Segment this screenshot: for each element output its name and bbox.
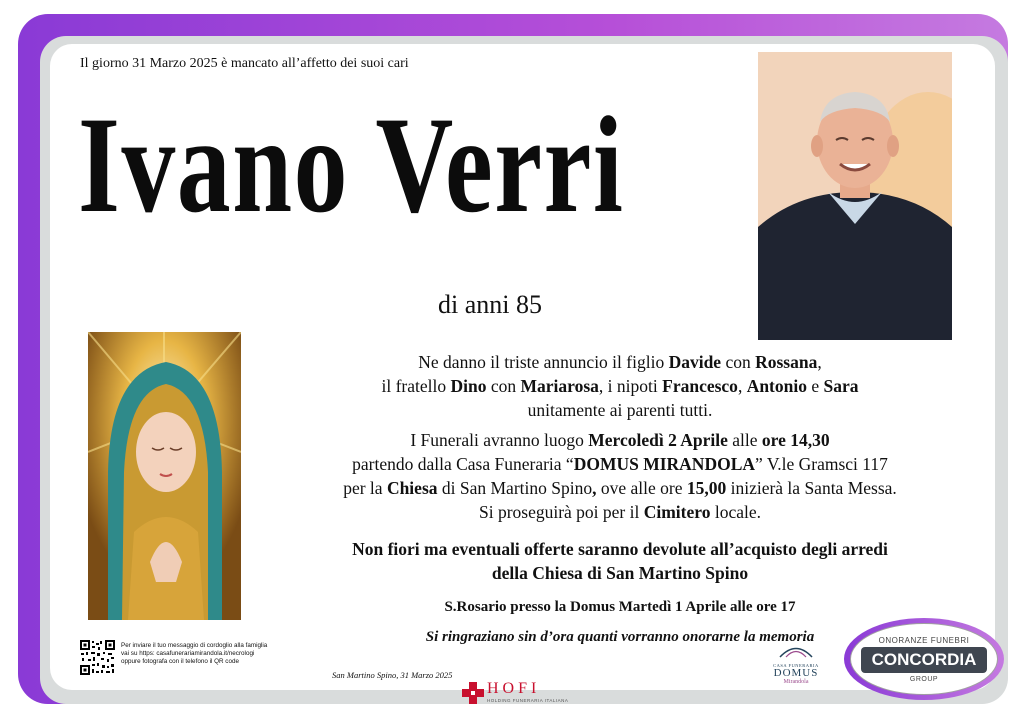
domus-city: Mirandola — [783, 679, 809, 685]
text-span: , i nipoti — [598, 376, 663, 396]
funeral-paragraph — [300, 428, 940, 524]
church-word: Chiesa — [386, 478, 438, 498]
text-span: inizierà la Santa Messa. — [726, 478, 897, 498]
rosary-line: S.Rosario presso la Domus Martedì 1 Aprile alle ore 17 — [444, 599, 796, 615]
portrait-photo — [758, 52, 952, 340]
concordia-top-label: ONORANZE FUNEBRI — [878, 636, 970, 645]
text-span: alle — [727, 430, 762, 450]
text-span: con — [721, 352, 756, 372]
concordia-name: CONCORDIA — [861, 647, 987, 673]
donation-line-1: Non fiori ma eventuali offerte saranno devolute all’acquisto degli arredi — [352, 539, 888, 559]
deceased-age: di anni 85 — [438, 290, 542, 319]
madonna-image — [88, 332, 241, 620]
concordia-logo — [844, 618, 1008, 704]
mass-time: 15,00 — [686, 478, 727, 498]
text-span: il fratello — [381, 376, 451, 396]
funeral-date: Mercoledì 2 Aprile — [588, 430, 728, 450]
text-span: di San Martino Spino — [437, 478, 593, 498]
qr-text-line: Per inviare il tuo messaggio di cordoglio alla famiglia — [121, 642, 268, 649]
name-sara: Sara — [823, 376, 859, 396]
funeral-time: ore 14,30 — [761, 430, 830, 450]
text-span: , — [737, 376, 747, 396]
qr-text-line: vai su https: casafunerariamirandola.it/necrologi — [121, 650, 255, 657]
text-span: , — [592, 478, 597, 498]
text-span: Ne danno il triste annuncio il figlio — [418, 352, 669, 372]
domus-name: DOMUS — [773, 667, 819, 679]
thanks-line: Si ringraziano sin d’ora quanti vorranno onorarne la memoria — [425, 629, 815, 645]
name-antonio: Antonio — [746, 376, 807, 396]
donation-paragraph — [300, 537, 940, 585]
qr-text-line: oppure fotografa con il telefono il QR code — [121, 658, 239, 665]
qr-code[interactable] — [80, 640, 115, 675]
funeral-line-3 — [300, 476, 940, 500]
concordia-group-label: GROUP — [909, 676, 939, 683]
cemetery-word: Cimitero — [643, 502, 711, 522]
deceased-name: Ivano Verri — [78, 88, 625, 241]
text-span: I Funerali avranno luogo — [410, 430, 589, 450]
domus-arc-icon — [778, 644, 814, 658]
text-span: ove alle ore — [596, 478, 687, 498]
text-span: con — [486, 376, 521, 396]
text-span: , — [817, 352, 822, 372]
announcement-line-2 — [300, 374, 940, 398]
hofi-logo — [462, 680, 572, 706]
name-son: Davide — [668, 352, 722, 372]
announcement-line-1 — [300, 350, 940, 374]
hofi-subtitle: HOLDING FUNERARIA ITALIANA — [487, 698, 569, 703]
name-mariarosa: Mariarosa — [520, 376, 599, 396]
name-dino: Dino — [450, 376, 487, 396]
intro-line: Il giorno 31 Marzo 2025 è mancato all’affetto dei suoi cari — [80, 56, 409, 71]
hofi-name: HOFI — [487, 680, 541, 697]
text-span: Si proseguirà poi per il — [478, 502, 644, 522]
domus-small-label: CASA FUNERARIA — [773, 663, 819, 668]
donation-line-2: della Chiesa di San Martino Spino — [491, 563, 749, 583]
hofi-mark-icon — [462, 682, 484, 704]
domus-logo — [766, 644, 826, 685]
name-francesco: Francesco — [662, 376, 738, 396]
qr-instructions — [121, 642, 301, 666]
text-span: locale. — [710, 502, 762, 522]
place-date: San Martino Spino, 31 Marzo 2025 — [332, 670, 453, 680]
text-span: per la — [343, 478, 387, 498]
text-span: e — [806, 376, 824, 396]
text-span: ” V.le Gramsci 117 — [755, 454, 888, 474]
text-span: partendo dalla Casa Funeraria “ — [352, 454, 574, 474]
announcement-line-3: unitamente ai parenti tutti. — [527, 400, 713, 420]
funeral-line-2 — [300, 452, 940, 476]
funeral-line-4 — [300, 500, 940, 524]
announcement-paragraph — [300, 350, 940, 422]
funeral-home-name: DOMUS MIRANDOLA — [573, 454, 756, 474]
name-rossana: Rossana — [755, 352, 818, 372]
funeral-line-1 — [300, 428, 940, 452]
